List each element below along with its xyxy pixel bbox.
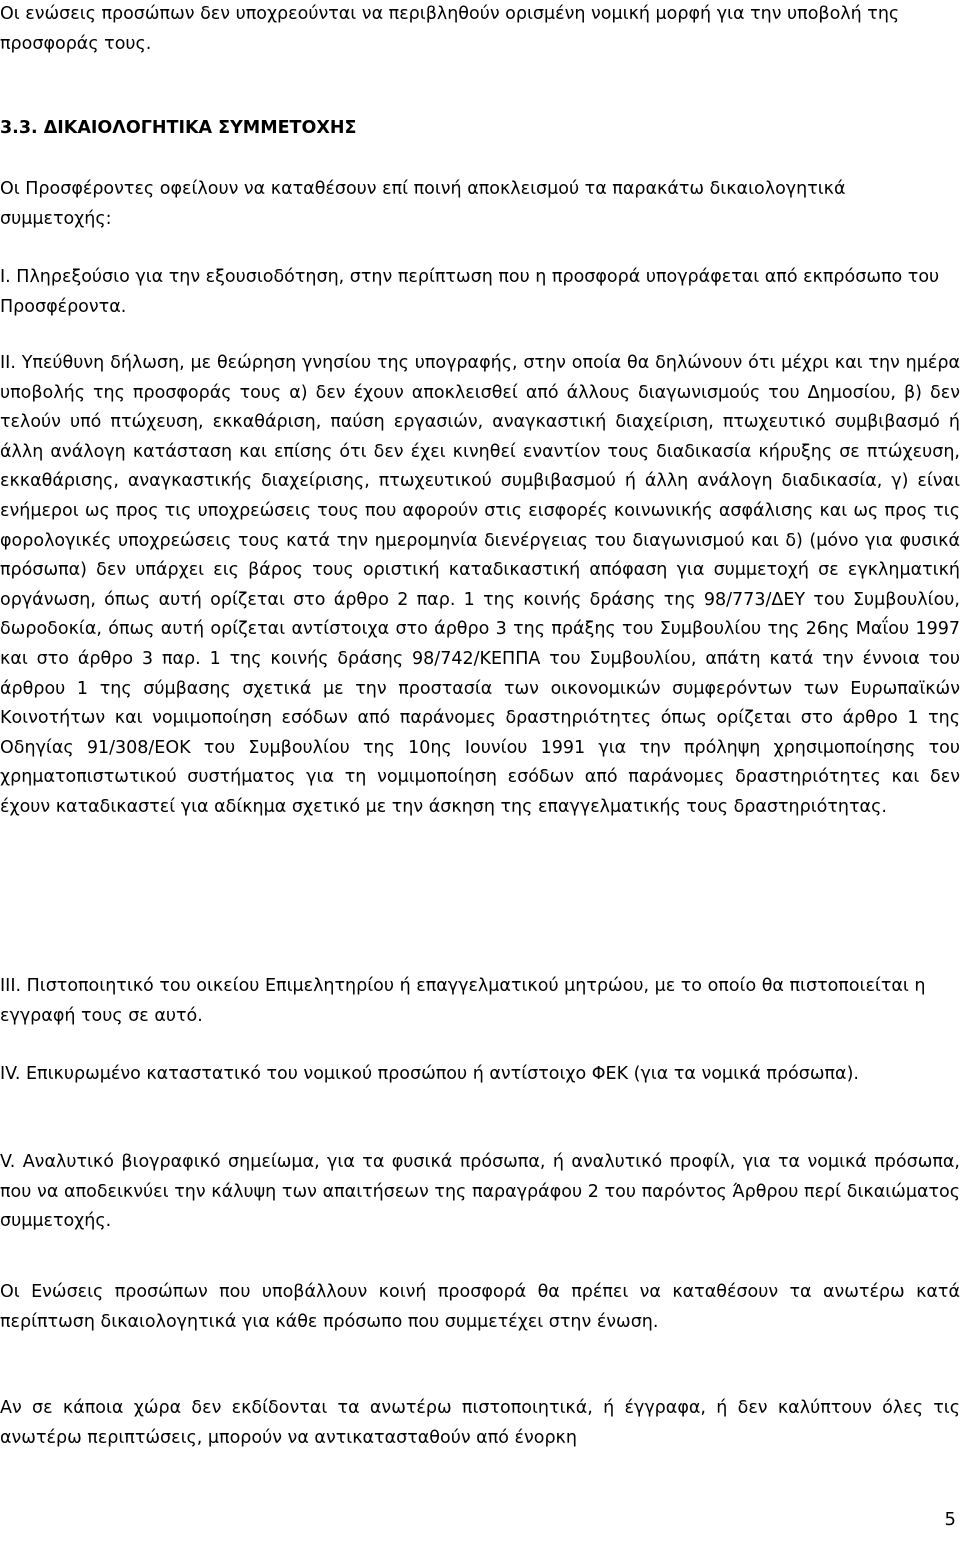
page-number: 5 [944, 1509, 956, 1530]
item-iii-paragraph: III. Πιστοποιητικό του οικείου Επιμελητηρίου ή επαγγελματικού μητρώου, με το οποίο θα πιστοποιείται η εγγραφή τους σε αυτό. [0, 976, 926, 1026]
item-ii-paragraph: II. Υπεύθυνη δήλωση, με θεώρηση γνησίου της υπογραφής, στην οποία θα δηλώνουν ότι μέχρι και την ημέρα υποβολής της προσφοράς τους α) δεν έχουν αποκλεισθεί από άλλους διαγωνισμούς του Δημοσίου, β) δεν τελούν υπό πτώχευση, εκκαθάριση, παύση εργασιών, αναγκαστική διαχείριση, πτωχευτικό συμβιβασμό ή άλλη ανάλογη κατάσταση και επίσης ότι δεν έχει κινηθεί εναντίον τους διαδικασία κήρυξης σε πτώχευση, εκκαθάρισης, αναγκαστικής διαχείρισης, πτωχευτικού συμβιβασμού ή άλλη ανάλογη διαδικασία, γ) είναι ενήμεροι ως προς τις υποχρεώσεις τους που αφορούν στις εισφορές κοινωνικής ασφάλισης και ως προς τις φορολογικές υποχρεώσεις τους κατά την ημερομηνία διενέργειας του διαγωνισμού και δ) (μόνο για φυσικά πρόσωπα) δεν υπάρχει εις βάρος τους οριστική καταδικαστική απόφαση για συμμετοχή σε εγκληματική οργάνωση, όπως αυτή ορίζεται στο άρθρο 2 παρ. 1 της κοινής δράσης της 98/773/ΔΕΥ του Συμβουλίου, δωροδοκία, όπως αυτή ορίζεται αντίστοιχα στο άρθρο 3 της πράξης του Συμβουλίου της 26ης Μαΐου 1997 και στο άρθρο 3 παρ. 1 της κοινής δράσης 98/742/ΚΕΠΠΑ του Συμβουλίου, απάτη κατά την έννοια του άρθρου 1 της σύμβασης σχετικά με την προστασία των οικονομικών συμφερόντων των Ευρωπαϊκών Κοινοτήτων και νομιμοποίηση εσόδων από παράνομες δραστηριότητες όπως ορίζεται στο άρθρο 1 της Οδηγίας 91/308/ΕΟΚ του Συμβουλίου της 10ης Ιουνίου 1991 για την πρόληψη χρησιμοποίησης του χρηματοπιστωτικού συστήματος για τη νομιμοποίηση εσόδων από παράνομες δραστηριότητες και δεν έχουν καταδικαστεί για αδίκημα σχετικό με την άσκηση της επαγγελματικής τους δραστηριότητας. [0, 353, 960, 817]
item-i-paragraph: I. Πληρεξούσιο για την εξουσιοδότηση, στην περίπτωση που η προσφορά υπογράφεται από εκπρόσωπο του Προσφέροντα. [0, 267, 940, 317]
closing-paragraph: Αν σε κάποια χώρα δεν εκδίδονται τα ανωτέρω πιστοποιητικά, ή έγγραφα, ή δεν καλύπτουν όλες τις ανωτέρω περιπτώσεις, μπορούν να αντικατασταθούν από ένορκη [0, 1398, 960, 1448]
item-v-paragraph: V. Αναλυτικό βιογραφικό σημείωμα, για τα φυσικά πρόσωπα, ή αναλυτικό προφίλ, για τα νομικά πρόσωπα, που να αποδεικνύει την κάλυψη των απαιτήσεων της παραγράφου 2 του παρόντος Άρθρου περί δικαιώματος συμμετοχής. [0, 1152, 960, 1232]
item-iv-paragraph: IV. Επικυρωμένο καταστατικό του νομικού προσώπου ή αντίστοιχο ΦΕΚ (για τα νομικά πρόσωπα). [0, 1064, 859, 1084]
section-intro-paragraph: Οι Προσφέροντες οφείλουν να καταθέσουν επί ποινή αποκλεισμού τα παρακάτω δικαιολογητικά συμμετοχής: [0, 179, 846, 229]
unions-paragraph: Οι Ενώσεις προσώπων που υποβάλλουν κοινή προσφορά θα πρέπει να καταθέσουν τα ανωτέρω κατά περίπτωση δικαιολογητικά για κάθε πρόσωπο που συμμετέχει στην ένωση. [0, 1282, 960, 1332]
intro-paragraph: Οι ενώσεις προσώπων δεν υποχρεούνται να περιβληθούν ορισμένη νομική μορφή για την υποβολή της προσφοράς τους. [0, 4, 900, 54]
section-heading: 3.3. ΔΙΚΑΙΟΛΟΓΗΤΙΚΑ ΣΥΜΜΕΤΟΧΗΣ [0, 118, 357, 138]
